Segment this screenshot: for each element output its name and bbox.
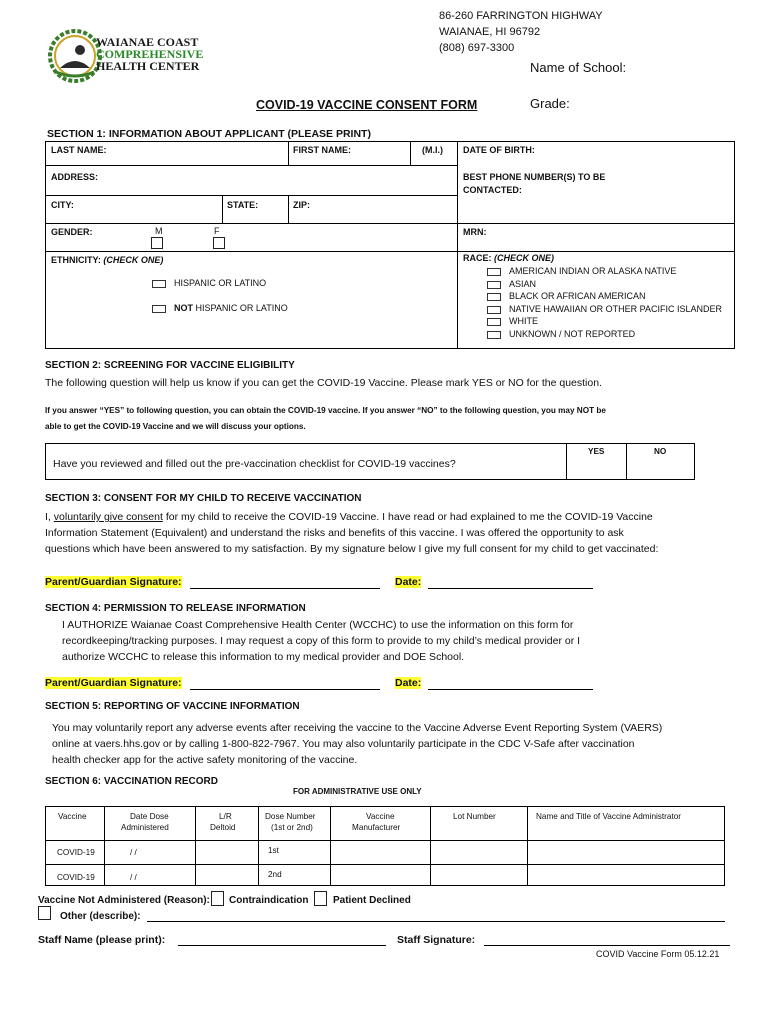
mrn-label: MRN:	[463, 227, 487, 237]
hispanic-label: HISPANIC OR LATINO	[174, 278, 267, 288]
row1-date[interactable]: / /	[130, 848, 137, 857]
col-administrator: Name and Title of Vaccine Administrator	[536, 812, 682, 821]
ethnicity-check-one: (CHECK ONE)	[103, 255, 164, 265]
screening-question: Have you reviewed and filled out the pre-vaccination checklist for COVID-19 vaccines?	[53, 458, 456, 470]
address-label: ADDRESS:	[51, 172, 99, 182]
no-header: NO	[654, 447, 667, 456]
consent-date-label: Date:	[395, 576, 422, 588]
ethnicity-label-text: ETHNICITY:	[51, 255, 101, 265]
gender-m-label: M	[155, 226, 163, 236]
race-label	[463, 253, 554, 263]
org-address2: WAIANAE, HI 96792	[439, 26, 541, 38]
consent-line3: questions which have been answered to my satisfaction. By my signature below I give my full consent for my child to get vaccinated:	[45, 543, 659, 555]
section4-heading: SECTION 4: PERMISSION TO RELEASE INFORMATION	[45, 603, 306, 614]
consent-line1-b: voluntarily give consent	[53, 511, 163, 523]
form-version: COVID Vaccine Form 05.12.21	[596, 949, 720, 959]
org-name-line1: WAIANAE COAST	[96, 35, 199, 49]
col-date-dose: Date Dose	[130, 812, 169, 821]
row2-vaccine: COVID-19	[57, 873, 95, 882]
dob-label: DATE OF BIRTH:	[463, 145, 535, 155]
not-hispanic-text: HISPANIC OR LATINO	[195, 303, 288, 313]
release-line1: I AUTHORIZE Waianae Coast Comprehensive Health Center (WCCHC) to use the information on this form for	[62, 619, 574, 631]
not-text: NOT	[174, 303, 193, 313]
race-option-label: UNKNOWN / NOT REPORTED	[509, 328, 636, 339]
mi-label: (M.I.)	[422, 145, 443, 155]
vaers-line1: You may voluntarily report any adverse events after receiving the vaccine to the Vaccine Adverse Event Reporting System (VAERS)	[52, 722, 663, 734]
section5-heading: SECTION 5: REPORTING OF VACCINE INFORMATION	[45, 701, 300, 712]
consent-date-line[interactable]	[428, 588, 593, 589]
other-label: Other (describe):	[60, 911, 141, 922]
section2-note-line1: If you answer “YES” to following question, you can obtain the COVID-19 vaccine. If you answer “NO” to the following question, you may NOT be	[45, 406, 606, 415]
contraindication-checkbox[interactable]	[211, 891, 224, 906]
yes-answer-cell[interactable]	[568, 460, 625, 479]
section3-heading: SECTION 3: CONSENT FOR MY CHILD TO RECEIVE VACCINATION	[45, 493, 362, 504]
gender-f-label: F	[214, 226, 220, 236]
race-option-checkbox[interactable]	[487, 268, 501, 276]
section2-heading: SECTION 2: SCREENING FOR VACCINE ELIGIBILITY	[45, 360, 295, 371]
phone-label-line2: CONTACTED:	[463, 185, 522, 195]
race-option-label: NATIVE HAWAIIAN OR OTHER PACIFIC ISLANDER	[509, 303, 723, 314]
admin-use-only: FOR ADMINISTRATIVE USE ONLY	[293, 787, 422, 796]
city-label: CITY:	[51, 200, 74, 210]
col-lot-number: Lot Number	[453, 812, 496, 821]
org-phone: (808) 697-3300	[439, 42, 515, 54]
org-name-line2: COMPREHENSIVE	[96, 47, 204, 61]
col-dose-1st-2nd: (1st or 2nd)	[271, 823, 313, 832]
race-label-text: RACE:	[463, 253, 492, 263]
release-signature-line[interactable]	[190, 689, 380, 690]
other-checkbox[interactable]	[38, 906, 51, 920]
hispanic-checkbox[interactable]	[152, 280, 166, 288]
gender-label: GENDER:	[51, 227, 93, 237]
consent-line2: Information Statement (Equivalent) and understand the risks and benefits of this vaccine. I was offered the opportunity to ask	[45, 527, 624, 539]
vaers-line2: online at vaers.hhs.gov or by calling 1-800-822-7967. You may also voluntarily participate in the CDC V-Safe after vaccination	[52, 738, 635, 750]
school-name-label: Name of School:	[530, 60, 627, 75]
form-title: COVID-19 VACCINE CONSENT FORM	[256, 98, 478, 112]
race-check-one: (CHECK ONE)	[494, 253, 555, 263]
grade-label: Grade:	[530, 96, 570, 111]
section6-heading: SECTION 6: VACCINATION RECORD	[45, 776, 218, 787]
vaers-line3: health checker app for the active safety monitoring of the vaccine.	[52, 754, 358, 766]
race-option-label: AMERICAN INDIAN OR ALASKA NATIVE	[509, 266, 677, 276]
race-option-checkbox[interactable]	[487, 293, 501, 301]
col-vaccine-2: Vaccine	[366, 812, 395, 821]
section2-note-line2: able to get the COVID-19 Vaccine and we will discuss your options.	[45, 422, 306, 431]
staff-name-line[interactable]	[178, 945, 386, 946]
not-administered-label: Vaccine Not Administered (Reason):	[38, 895, 210, 906]
row2-dose: 2nd	[268, 870, 282, 879]
col-manufacturer: Manufacturer	[352, 823, 401, 832]
no-answer-cell[interactable]	[628, 460, 694, 479]
consent-line1	[45, 511, 653, 523]
race-option-checkbox[interactable]	[487, 281, 501, 289]
row1-dose: 1st	[268, 846, 279, 855]
release-date-line[interactable]	[428, 689, 593, 690]
gender-f-checkbox[interactable]	[213, 237, 225, 249]
col-vaccine: Vaccine	[58, 812, 87, 821]
last-name-label: LAST NAME:	[51, 145, 107, 155]
patient-declined-checkbox[interactable]	[314, 891, 327, 906]
row2-date[interactable]: / /	[130, 873, 137, 882]
section1-heading: SECTION 1: INFORMATION ABOUT APPLICANT (PLEASE PRINT)	[47, 128, 371, 140]
ethnicity-label	[51, 255, 163, 265]
release-date-label: Date:	[395, 677, 422, 689]
patient-declined-label: Patient Declined	[333, 895, 411, 906]
phone-label-line1: BEST PHONE NUMBER(S) TO BE	[463, 172, 606, 182]
staff-name-label: Staff Name (please print):	[38, 934, 166, 946]
race-option-label: WHITE	[509, 316, 538, 326]
consent-signature-label: Parent/Guardian Signature:	[45, 576, 182, 588]
consent-line1-a: I,	[45, 511, 54, 523]
row1-vaccine: COVID-19	[57, 848, 95, 857]
staff-signature-label: Staff Signature:	[397, 934, 476, 946]
race-option-checkbox[interactable]	[487, 306, 501, 314]
consent-line1-c: for my child to receive the COVID-19 Vaccine. I have read or had explained to me the COVID-19 Vaccine	[162, 511, 653, 523]
contraindication-label: Contraindication	[229, 895, 309, 906]
race-option-checkbox[interactable]	[487, 331, 501, 339]
release-line3: authorize WCCHC to release this information to my medical provider and DOE School.	[62, 651, 465, 663]
org-name-line3: HEALTH CENTER	[96, 59, 200, 73]
first-name-label: FIRST NAME:	[293, 145, 351, 155]
col-lr: L/R	[219, 812, 232, 821]
race-option-label: BLACK OR AFRICAN AMERICAN	[509, 291, 646, 301]
org-address1: 86-260 FARRINGTON HIGHWAY	[439, 10, 603, 22]
consent-signature-line[interactable]	[190, 588, 380, 589]
not-hispanic-checkbox[interactable]	[152, 305, 166, 313]
release-line2: recordkeeping/tracking purposes. I may request a copy of this form to provide to my child’s medical provider or I	[62, 635, 581, 647]
col-administered: Administered	[121, 823, 169, 832]
race-option-label: ASIAN	[509, 278, 537, 289]
zip-label: ZIP:	[293, 200, 310, 210]
applicant-info-table	[45, 141, 735, 349]
col-dose-number: Dose Number	[265, 812, 316, 821]
state-label: STATE:	[227, 200, 259, 210]
col-deltoid: Deltoid	[210, 823, 236, 832]
race-option-checkbox[interactable]	[487, 318, 501, 326]
staff-signature-line[interactable]	[484, 945, 730, 946]
yes-header: YES	[588, 447, 605, 456]
not-hispanic-label	[174, 303, 288, 313]
gender-m-checkbox[interactable]	[151, 237, 163, 249]
section2-intro: The following question will help us know if you can get the COVID-19 Vaccine. Please mark YES or NO for the question.	[45, 377, 602, 389]
release-signature-label: Parent/Guardian Signature:	[45, 677, 182, 689]
other-line[interactable]	[147, 921, 725, 922]
